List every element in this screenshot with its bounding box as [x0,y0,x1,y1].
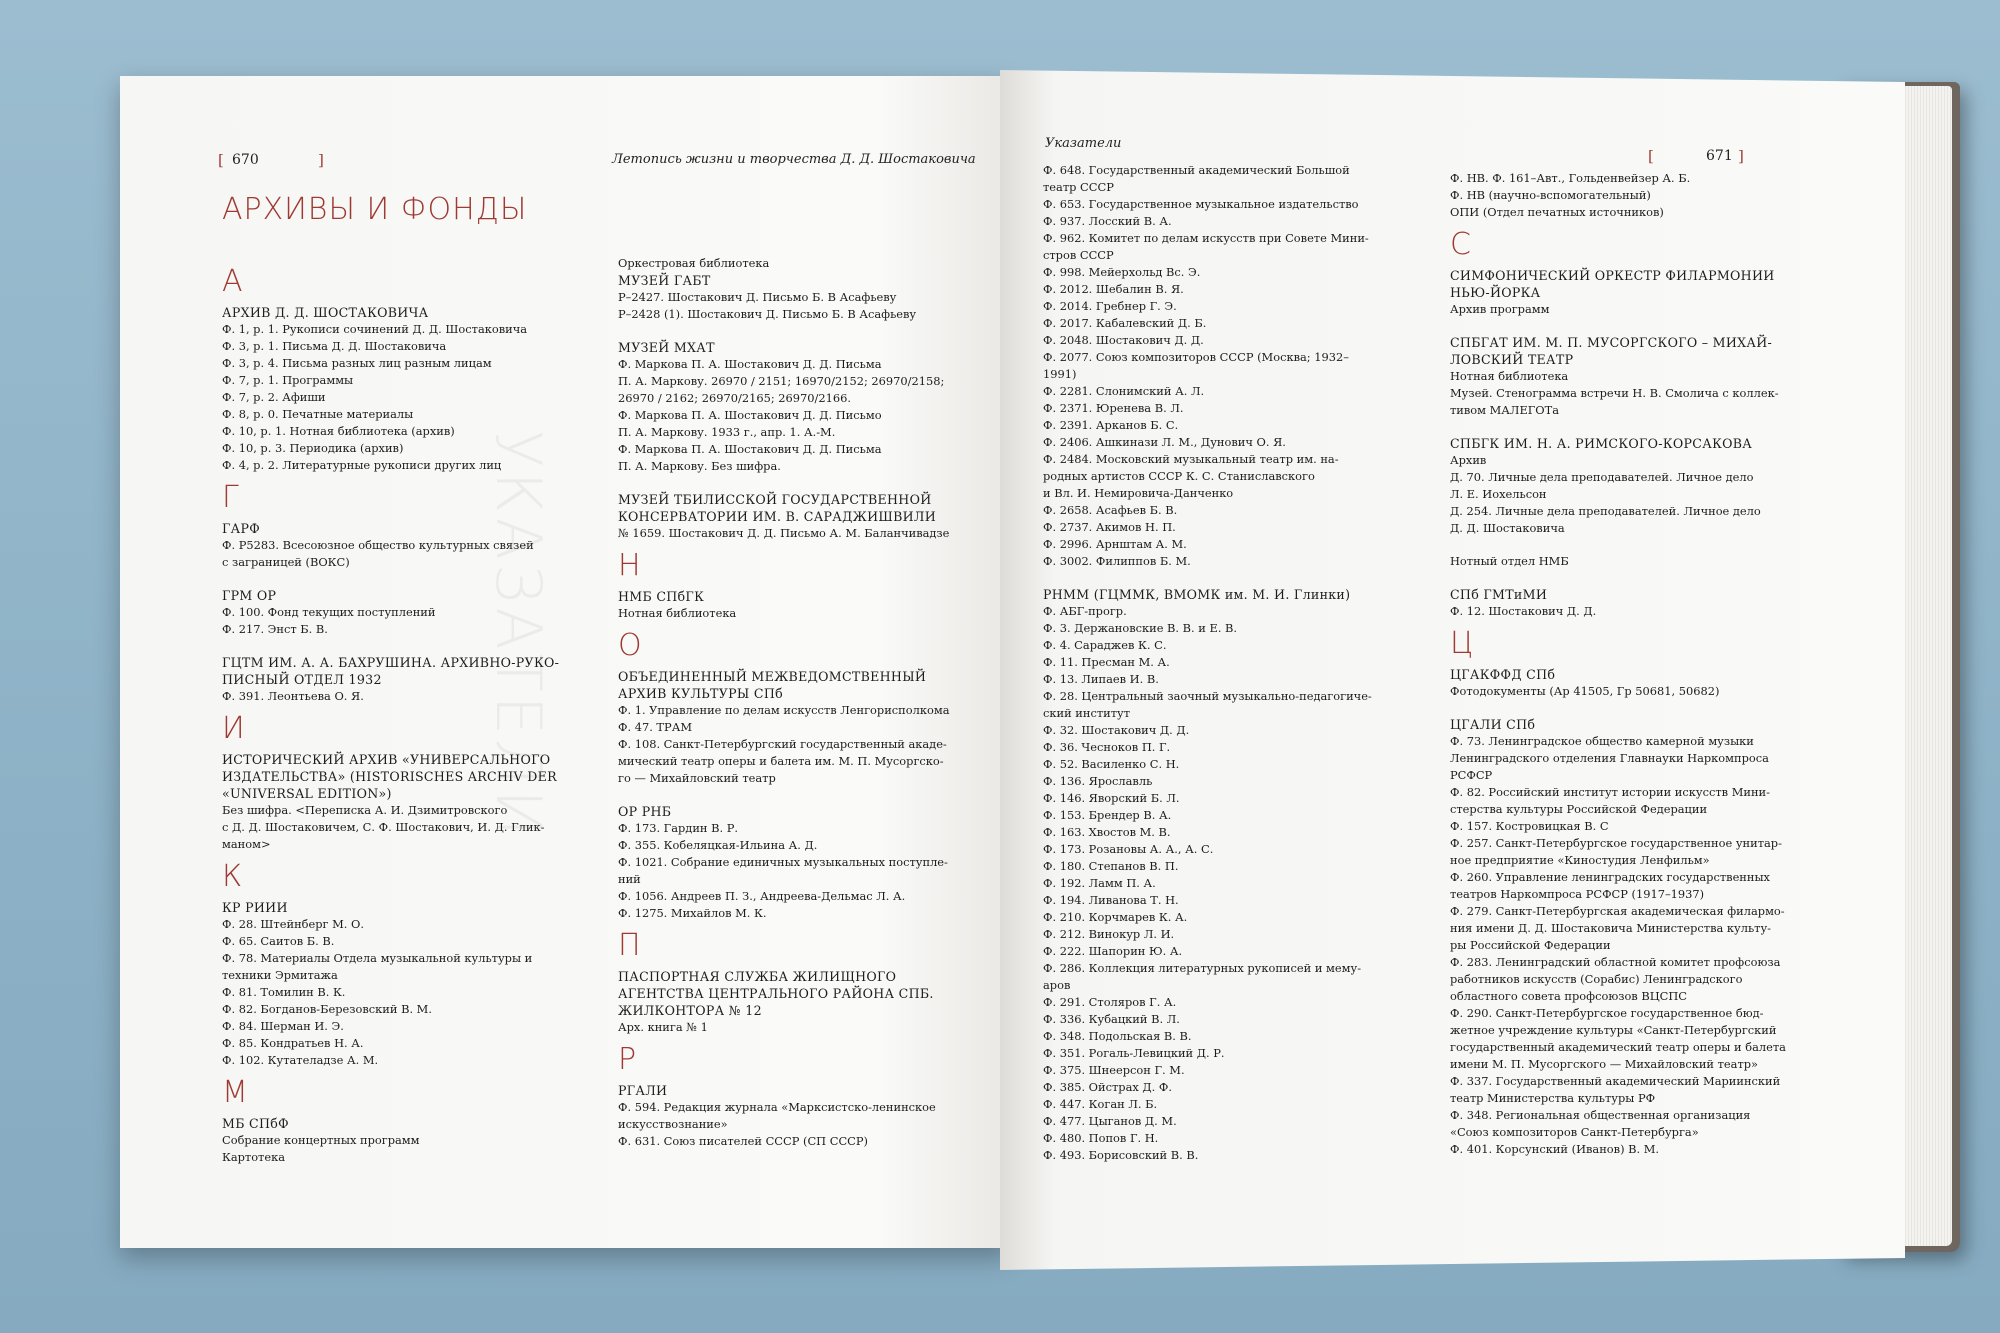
index-entry: Ф. 108. Санкт-Петербургский государственный акаде- [618,737,947,751]
archive-heading: АГЕНТСТВА ЦЕНТРАЛЬНОГО РАЙОНА СПБ. [618,986,934,1001]
index-entry: Д. 254. Личные дела преподавателей. Личное дело [1450,504,1761,518]
index-entry: Ф. 480. Попов Г. Н. [1043,1131,1159,1145]
index-entry: Ф. 493. Борисовский В. В. [1043,1148,1199,1162]
right-page-number: 671 [1706,148,1733,164]
right-running-head: Указатели [1045,136,1122,151]
index-entry: Ф. 157. Костровицкая В. С [1450,819,1609,833]
index-letter-heading: Ц [1450,626,1474,661]
left-column-1 [222,258,559,1166]
index-entry: Ф. 1. Управление по делам искусств Ленгорисполкома [618,703,950,717]
archive-heading: КОНСЕРВАТОРИИ ИМ. В. САРАДЖИШВИЛИ [618,509,937,524]
index-entry: Ф. 3. Держановские В. В. и Е. В. [1043,621,1238,635]
index-entry: маном> [222,837,271,851]
index-entry: техники Эрмитажа [222,968,338,982]
index-entry: Ф. 290. Санкт-Петербургское государственное бюд- [1450,1006,1764,1020]
index-entry: Ф. 4. Сараджев К. С. [1043,638,1167,652]
index-entry: Ф. 2484. Московский музыкальный театр им. на- [1043,452,1339,466]
index-entry: жетное учреждение культуры «Санкт-Петербургский [1450,1023,1777,1037]
index-entry: Ф. 401. Корсунский (Иванов) В. М. [1450,1142,1660,1156]
index-entry: Ф. 2014. Гребнер Г. Э. [1043,299,1177,313]
page-number-bracket-open: [ [218,151,224,169]
index-entry: Ф. 10, р. 1. Нотная библиотека (архив) [222,424,455,438]
page-number-bracket-close: ] [318,151,324,169]
index-entry: Ф. 648. Государственный академический Большой [1043,163,1350,177]
index-entry: театр Министерства культуры РФ [1450,1091,1656,1105]
index-entry: Ф. 283. Ленинградский областной комитет профсоюза [1450,955,1781,969]
index-entry: Ф. 348. Подольская В. В. [1043,1029,1192,1043]
left-running-head: Летопись жизни и творчества Д. Д. Шостаковича [612,152,976,167]
index-entry: П. А. Маркову. 26970 / 2151; 16970/2152; 26970/2158; [618,374,945,388]
index-entry: Ф. 375. Шнеерсон Г. М. [1043,1063,1185,1077]
archive-heading: ЛОВСКИЙ ТЕАТР [1450,352,1574,367]
right-column-2 [1450,170,1786,1158]
index-entry: Ф. 257. Санкт-Петербургское государственное унитар- [1450,836,1782,850]
index-entry: Ф. 11. Пресман М. А. [1043,655,1170,669]
ghost-show-through-text: УКАЗАТЕЛИ [482,430,555,841]
index-entry: работников искусств (Сорабис) Ленинградского [1450,972,1743,986]
index-entry: ский институт [1043,706,1131,720]
index-entry: Ф. 2371. Юренева В. Л. [1043,401,1184,415]
archive-heading: ИЗДАТЕЛЬСТВА» (HISTORISCHES ARCHIV DER [222,769,557,784]
index-entry: 1991) [1043,367,1077,381]
index-entry: Ф. 962. Комитет по делам искусств при Совете Мини- [1043,231,1369,245]
section-title: АРХИВЫ И ФОНДЫ [222,192,528,227]
archive-heading: ПИСНЫЙ ОТДЕЛ 1932 [222,672,382,687]
spacer [1450,570,1786,586]
index-entry: Ф. 102. Кутателадзе А. М. [222,1053,379,1067]
index-entry: Ф. 3, р. 4. Письма разных лиц разным лицам [222,356,492,370]
index-entry: аров [1043,978,1071,992]
index-entry: Ф. 10, р. 3. Периодика (архив) [222,441,404,455]
index-entry: Ф. 385. Ойстрах Д. Ф. [1043,1080,1172,1094]
index-entry: имени М. П. Мусоргского — Михайловский театр» [1450,1057,1759,1071]
archive-heading: ИСТОРИЧЕСКИЙ АРХИВ «УНИВЕРСАЛЬНОГО [222,752,551,767]
archive-heading: ОБЪЕДИНЕННЫЙ МЕЖВЕДОМСТВЕННЫЙ [618,669,927,684]
index-entry: мический театр оперы и балета им. М. П. Мусоргско- [618,754,944,768]
archive-heading: РГАЛИ [618,1083,668,1098]
page-number-bracket-close-right: ] [1738,147,1744,165]
index-entry: Ф. 2996. Арнштам А. М. [1043,537,1187,551]
index-letter-heading: И [222,711,245,746]
spacer [1450,700,1786,716]
index-entry: Ф. 146. Яворский Б. Л. [1043,791,1180,805]
index-entry: Арх. книга № 1 [618,1020,708,1034]
archive-heading: СПБГАТ ИМ. М. П. МУСОРГСКОГО – МИХАЙ- [1450,335,1773,350]
index-entry: Нотная библиотека [618,606,737,620]
index-entry: Ф. 2658. Асафьев Б. В. [1043,503,1178,517]
spacer [618,787,950,803]
spacer [222,638,559,654]
index-entry: Архив [1450,453,1487,467]
index-entry: Д. 70. Личные дела преподавателей. Личное дело [1450,470,1754,484]
index-entry: Ф. АБГ-прогр. [1043,604,1127,618]
index-entry: Ф. 13. Липаев И. В. [1043,672,1159,686]
index-entry: родных артистов СССР К. С. Станиславского [1043,469,1315,483]
index-entry: ное предприятие «Киностудия Ленфильм» [1450,853,1710,867]
index-entry: Ф. 7, р. 1. Программы [222,373,354,387]
archive-heading: «UNIVERSAL EDITION») [222,786,392,801]
index-entry: стров СССР [1043,248,1114,262]
index-entry: Ф. 286. Коллекция литературных рукописей и мему- [1043,961,1362,975]
archive-heading: ОР РНБ [618,804,672,819]
index-entry: Ф. 4, р. 2. Литературные рукописи других лиц [222,458,502,472]
index-entry: Ф. 7, р. 2. Афиши [222,390,326,404]
index-entry: Ф. 1056. Андреев П. З., Андреева-Дельмас Л. А. [618,889,906,903]
archive-heading: ГАРФ [222,521,261,536]
index-entry: театр СССР [1043,180,1114,194]
archive-heading: КР РИИИ [222,900,288,915]
archive-heading: РНММ (ГЦММК, ВМОМК им. М. И. Глинки) [1043,587,1351,602]
index-entry: и Вл. И. Немировича-Данченко [1043,486,1234,500]
index-entry: Ф. 163. Хвостов М. В. [1043,825,1171,839]
index-entry: Ф. 136. Ярославль [1043,774,1153,788]
index-entry: стерства культуры Российской Федерации [1450,802,1708,816]
archive-heading: СИМФОНИЧЕСКИЙ ОРКЕСТР ФИЛАРМОНИИ [1450,268,1775,283]
index-entry: П. А. Маркову. Без шифра. [618,459,781,473]
index-entry: Ленинградского отделения Главнауки Наркомпроса [1450,751,1769,765]
archive-heading: НЬЮ-ЙОРКА [1450,285,1541,300]
index-entry: с Д. Д. Шостаковичем, С. Ф. Шостакович, И. Д. Глик- [222,820,545,834]
index-entry: Ф. 180. Степанов В. П. [1043,859,1179,873]
archive-heading: МУЗЕЙ ТБИЛИССКОЙ ГОСУДАРСТВЕННОЙ [618,492,932,507]
spacer [1450,419,1786,435]
archive-heading: НМБ СПбГК [618,589,705,604]
index-entry: Ф. 194. Ливанова Т. Н. [1043,893,1179,907]
index-letter-heading: Н [618,548,641,583]
index-entry: Ф. 2406. Ашкинази Л. М., Дунович О. Я. [1043,435,1286,449]
index-entry: Ф. Р5283. Всесоюзное общество культурных связей [222,538,534,552]
index-entry: Ф. 8, р. 0. Печатные материалы [222,407,414,421]
index-entry: Ф. 1021. Собрание единичных музыкальных поступле- [618,855,948,869]
index-entry: Ф. 153. Брендер В. А. [1043,808,1172,822]
index-entry: Ф. 1275. Михайлов М. К. [618,906,767,920]
index-entry: № 1659. Шостакович Д. Д. Письмо А. М. Баланчивадзе [618,526,950,540]
index-entry: Ф. 447. Коган Л. Б. [1043,1097,1158,1111]
index-entry: Л. Е. Иохельсон [1450,487,1547,501]
index-entry: ОПИ (Отдел печатных источников) [1450,205,1664,219]
index-entry: Ф. 217. Энст Б. В. [222,622,328,636]
archive-heading: ЖИЛКОНТОРА № 12 [618,1003,762,1018]
right-column-1 [1043,162,1372,1164]
index-entry: Ф. 3, р. 1. Письма Д. Д. Шостаковича [222,339,447,353]
index-entry: Ф. 937. Лосский В. А. [1043,214,1172,228]
index-entry: Ф. 2281. Слонимский А. Л. [1043,384,1205,398]
index-letter-heading: О [618,628,642,663]
index-entry: Оркестровая библиотека [618,256,770,270]
index-entry: Ф. 173. Розановы А. А., А. С. [1043,842,1214,856]
spacer [222,571,559,587]
index-entry: Нотный отдел НМБ [1450,554,1569,568]
index-entry: Ф. 653. Государственное музыкальное издательство [1043,197,1359,211]
index-entry: Ф. 2077. Союз композиторов СССР (Москва; 1932– [1043,350,1349,364]
index-entry: Ф. 212. Винокур Л. И. [1043,927,1175,941]
index-entry: с заграницей (ВОКС) [222,555,350,569]
index-entry: Собрание концертных программ [222,1133,420,1147]
index-entry: Нотная библиотека [1450,369,1569,383]
index-entry: Ф. НВ (научно-вспомогательный) [1450,188,1651,202]
index-entry: Ф. 192. Ламм П. А. [1043,876,1156,890]
archive-heading: ЦГАКФФД СПб [1450,667,1556,682]
index-entry: Р–2428 (1). Шостакович Д. Письмо Б. В Асафьеву [618,307,917,321]
index-entry: Ф. 337. Государственный академический Мариинский [1450,1074,1781,1088]
spacer [618,475,950,491]
index-entry: 26970 / 2162; 26970/2165; 26970/2166. [618,391,851,405]
archive-heading: МУЗЕЙ ГАБТ [618,273,711,288]
index-entry: Ф. 351. Рогаль-Левицкий Д. Р. [1043,1046,1225,1060]
index-entry: Ф. 73. Ленинградское общество камерной музыки [1450,734,1754,748]
index-entry: Ф. 210. Корчмарев К. А. [1043,910,1188,924]
page-number-bracket-open-right: [ [1648,147,1654,165]
index-entry: Ф. Маркова П. А. Шостакович Д. Д. Письмо [618,408,882,422]
index-letter-heading: А [222,264,243,299]
index-entry: Ф. 82. Российский институт истории искусств Мини- [1450,785,1770,799]
index-entry: Ф. 32. Шостакович Д. Д. [1043,723,1190,737]
index-entry: Д. Д. Шостаковича [1450,521,1565,535]
index-entry: Архив программ [1450,302,1550,316]
index-entry: Ф. 2012. Шебалин В. Я. [1043,282,1184,296]
index-letter-heading: П [618,928,641,963]
index-entry: Ф. 2017. Кабалевский Д. Б. [1043,316,1207,330]
index-entry: Музей. Стенограмма встречи Н. В. Смолича с коллек- [1450,386,1779,400]
archive-heading: МБ СПбФ [222,1116,289,1131]
index-entry: Без шифра. <Переписка А. И. Дзимитровского [222,803,508,817]
index-entry: Ф. Маркова П. А. Шостакович Д. Д. Письма [618,357,882,371]
index-entry: Фотодокументы (Ар 41505, Гр 50681, 50682) [1450,684,1720,698]
archive-heading: СПб ГМТиМИ [1450,587,1548,602]
index-entry: государственный академический театр оперы и балета [1450,1040,1786,1054]
archive-heading: МУЗЕЙ МХАТ [618,340,715,355]
left-column-2 [618,255,950,1150]
index-entry: Ф. 260. Управление ленинградских государственных [1450,870,1770,884]
index-entry: Ф. 47. ТРАМ [618,720,692,734]
index-entry: Ф. 2737. Акимов Н. П. [1043,520,1176,534]
archive-heading: СПБГК ИМ. Н. А. РИМСКОГО-КОРСАКОВА [1450,436,1753,451]
index-entry: Картотека [222,1150,286,1164]
index-entry: Ф. 78. Материалы Отдела музыкальной культуры и [222,951,533,965]
index-entry: ния имени Д. Д. Шостаковича Министерства культу- [1450,921,1772,935]
index-entry: Ф. 81. Томилин В. К. [222,985,346,999]
spacer [1043,570,1372,586]
archive-heading: ЦГАЛИ СПб [1450,717,1536,732]
index-entry: Ф. 631. Союз писателей СССР (СП СССР) [618,1134,868,1148]
index-entry: Ф. 173. Гардин В. Р. [618,821,739,835]
index-entry: Ф. 279. Санкт-Петербургская академическая филармо- [1450,904,1785,918]
index-entry: Ф. 348. Региональная общественная организация [1450,1108,1751,1122]
index-entry: Ф. Маркова П. А. Шостакович Д. Д. Письма [618,442,882,456]
index-letter-heading: К [222,859,243,894]
archive-heading: АРХИВ КУЛЬТУРЫ СПб [618,686,784,701]
index-entry: Ф. НВ. Ф. 161–Авт., Гольденвейзер А. Б. [1450,171,1691,185]
index-entry: Ф. 84. Шерман И. Э. [222,1019,344,1033]
index-entry: Ф. 222. Шапорин Ю. А. [1043,944,1183,958]
index-letter-heading: Р [618,1042,637,1077]
index-entry: ний [618,872,641,886]
index-entry: Ф. 85. Кондратьев Н. А. [222,1036,364,1050]
index-entry: Ф. 82. Богданов-Березовский В. М. [222,1002,432,1016]
index-entry: Ф. 3002. Филиппов Б. М. [1043,554,1191,568]
index-entry: Р–2427. Шостакович Д. Письмо Б. В Асафьеву [618,290,897,304]
index-entry: П. А. Маркову. 1933 г., апр. 1. А.-М. [618,425,836,439]
index-entry: го — Михайловский театр [618,771,776,785]
index-entry: Ф. 100. Фонд текущих поступлений [222,605,436,619]
index-entry: Ф. 594. Редакция журнала «Марксистско-ленинское [618,1100,936,1114]
index-entry: РСФСР [1450,768,1493,782]
left-page-number: 670 [232,152,259,168]
archive-heading: ГЦТМ ИМ. А. А. БАХРУШИНА. АРХИВНО-РУКО- [222,655,560,670]
index-entry: Ф. 477. Цыганов Д. М. [1043,1114,1177,1128]
index-entry: областного совета профсоюзов ВЦСПС [1450,989,1688,1003]
index-entry: Ф. 12. Шостакович Д. Д. [1450,604,1597,618]
index-letter-heading: С [1450,227,1471,262]
index-entry: Ф. 36. Чесноков П. Г. [1043,740,1171,754]
archive-heading: ПАСПОРТНАЯ СЛУЖБА ЖИЛИЩНОГО [618,969,897,984]
index-entry: Ф. 391. Леонтьева О. Я. [222,689,364,703]
index-entry: Ф. 28. Штейнберг М. О. [222,917,364,931]
index-entry: Ф. 28. Центральный заочный музыкально-педагогиче- [1043,689,1372,703]
page-stack-edge [1900,86,1952,1246]
spacer [1450,318,1786,334]
index-entry: Ф. 291. Столяров Г. А. [1043,995,1177,1009]
index-letter-heading: М [222,1075,248,1110]
archive-heading: ГРМ ОР [222,588,277,603]
index-entry: Ф. 2391. Арканов Б. С. [1043,418,1179,432]
index-entry: Ф. 52. Василенко С. Н. [1043,757,1180,771]
spacer [618,323,950,339]
index-entry: тивом МАЛЕГОТа [1450,403,1560,417]
index-letter-heading: Г [222,480,239,515]
index-entry: Ф. 1, р. 1. Рукописи сочинений Д. Д. Шостаковича [222,322,528,336]
index-entry: ры Российской Федерации [1450,938,1611,952]
index-entry: «Союз композиторов Санкт-Петербурга» [1450,1125,1699,1139]
index-entry: Ф. 998. Мейерхольд Вс. Э. [1043,265,1201,279]
index-entry: театров Наркомпроса РСФСР (1917–1937) [1450,887,1705,901]
index-entry: искусствознание» [618,1117,728,1131]
index-entry: Ф. 2048. Шостакович Д. Д. [1043,333,1204,347]
index-entry: Ф. 65. Саитов Б. В. [222,934,335,948]
archive-heading: АРХИВ Д. Д. ШОСТАКОВИЧА [222,305,429,320]
spacer [1450,537,1786,553]
index-entry: Ф. 355. Кобеляцкая-Ильина А. Д. [618,838,818,852]
index-entry: Ф. 336. Кубацкий В. Л. [1043,1012,1180,1026]
